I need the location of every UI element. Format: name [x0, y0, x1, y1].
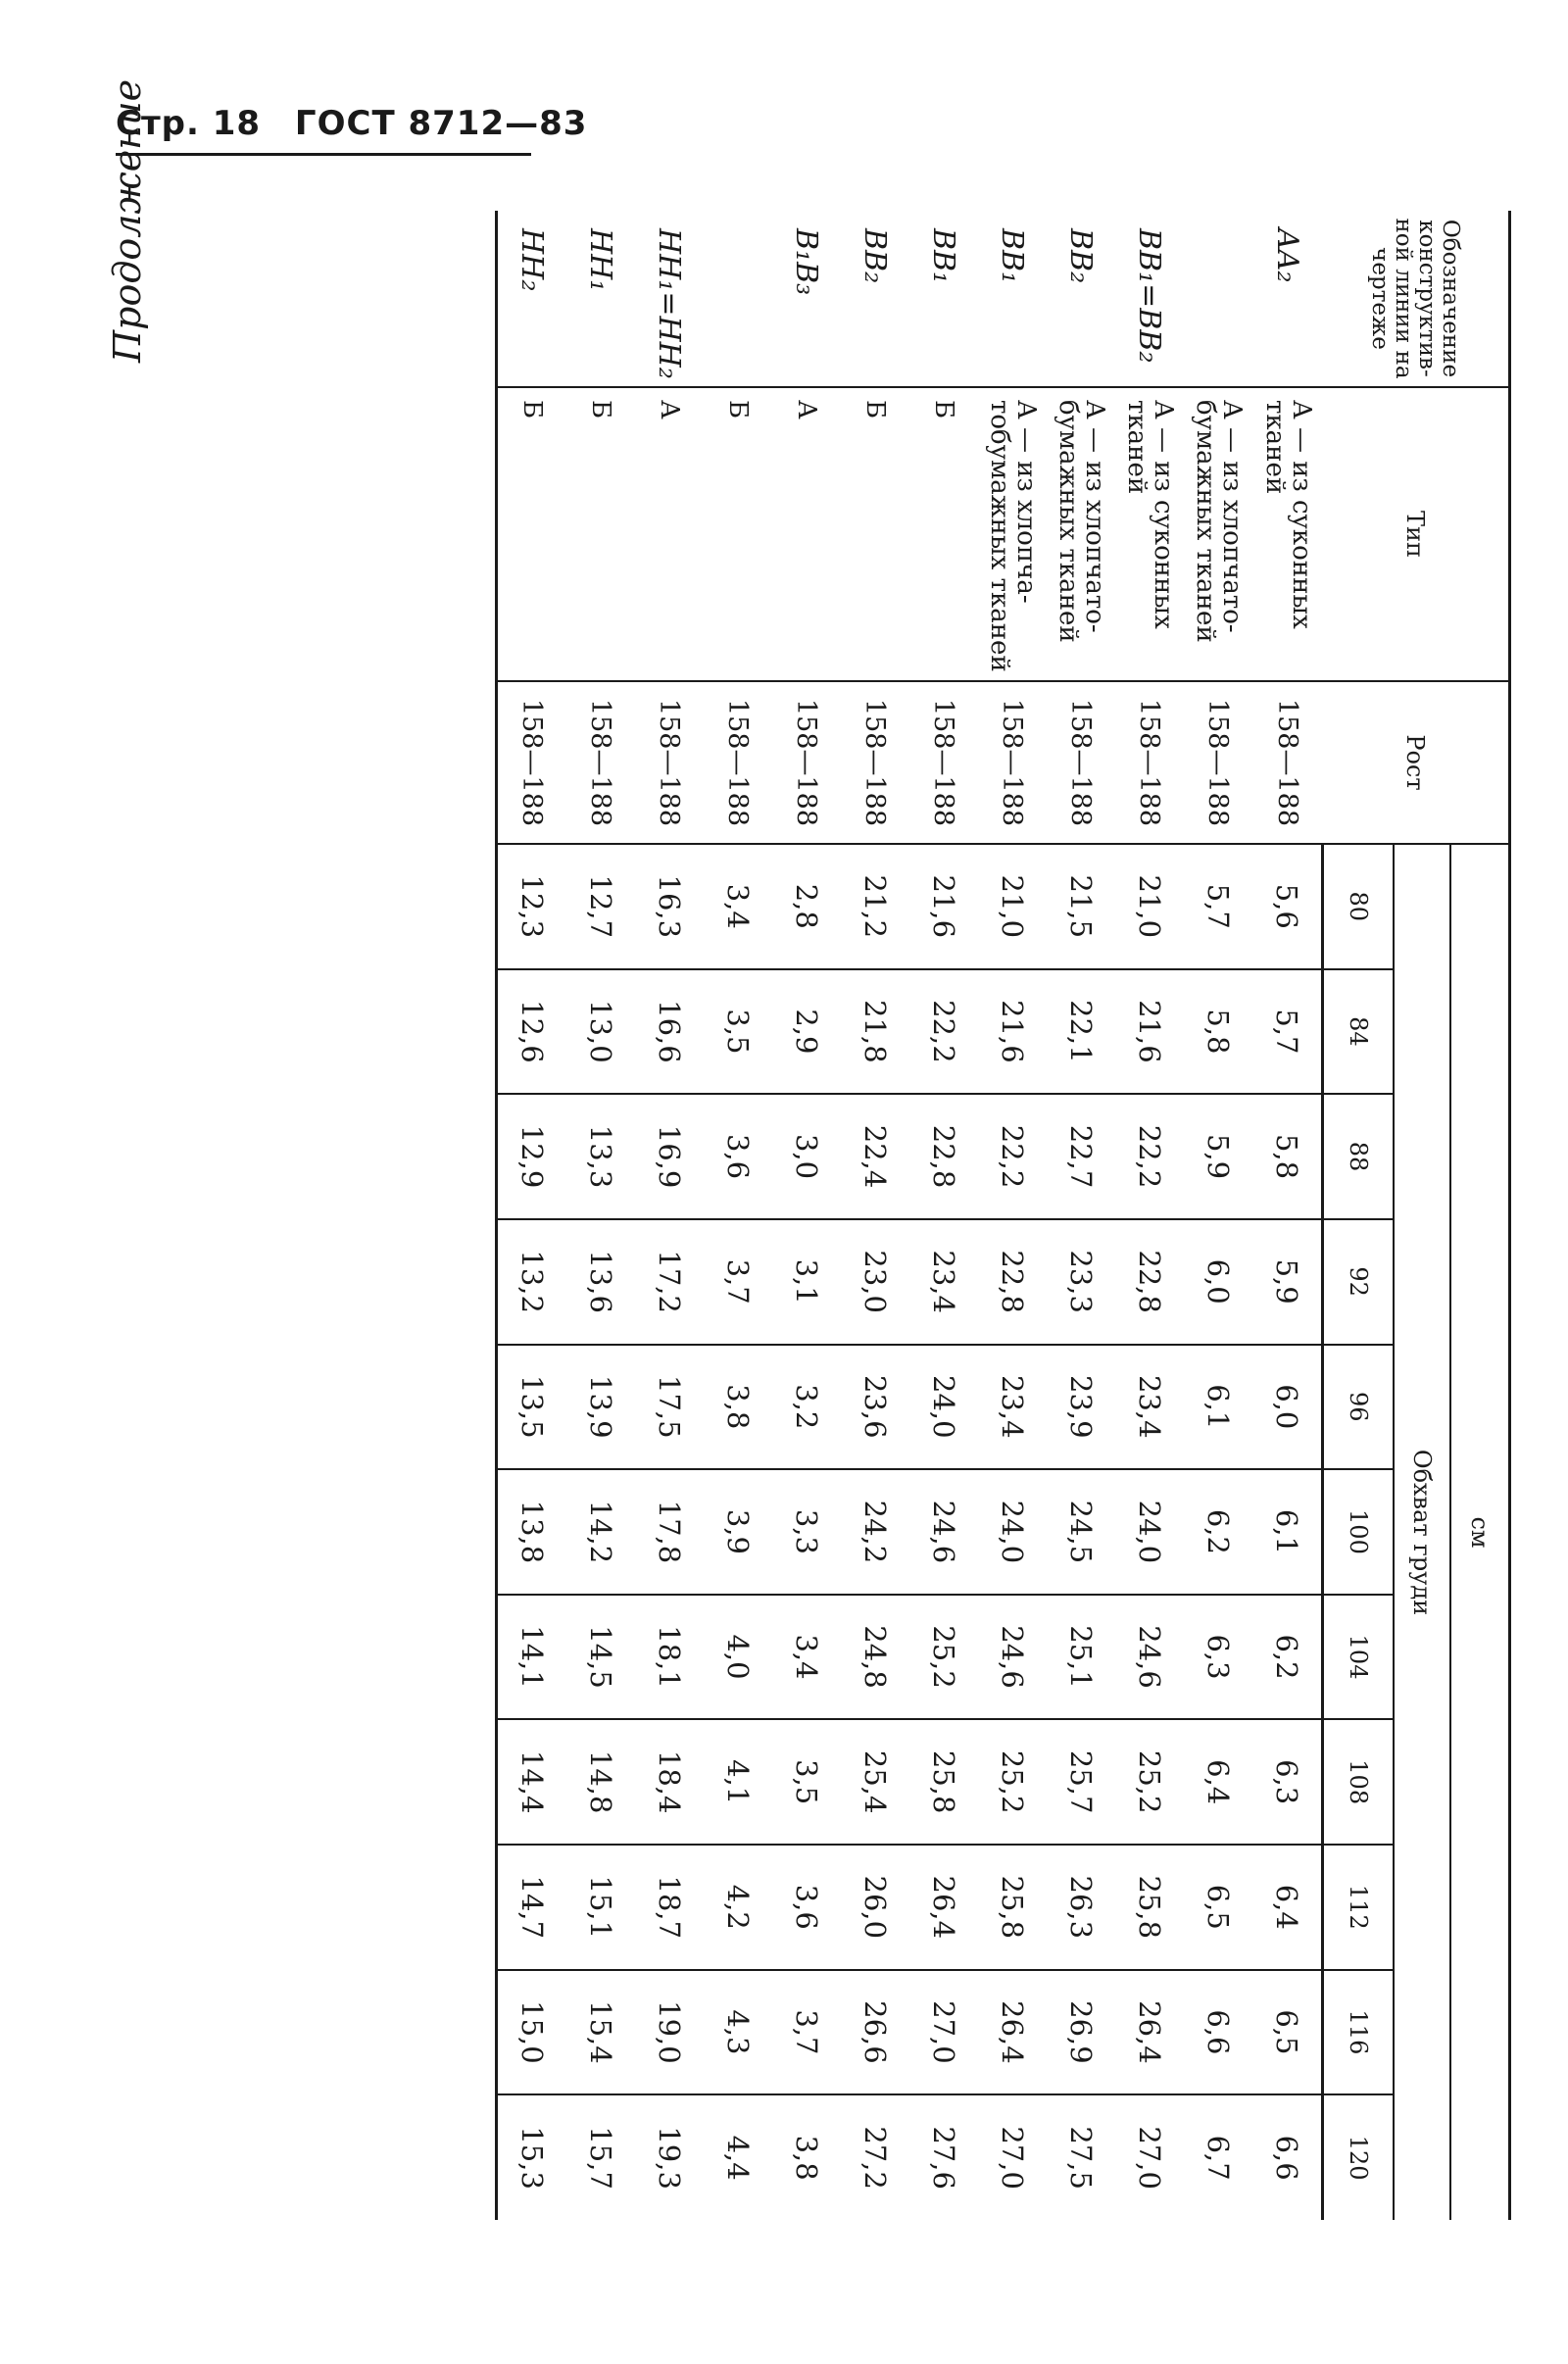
value-cell: 22,2: [1115, 1094, 1184, 1219]
value-cell: 24,6: [1115, 1595, 1184, 1720]
table-row: [909, 211, 978, 2220]
value-cell: 26,0: [841, 1845, 909, 1970]
value-cell: 3,7: [772, 1970, 841, 2095]
table-row: [978, 211, 1047, 2220]
value-cell: 16,9: [635, 1094, 704, 1219]
table-row: [1252, 211, 1323, 2220]
chest-size-header: 108: [1323, 1719, 1395, 1845]
value-cell: 6,2: [1252, 1595, 1323, 1720]
designation-cell: [1184, 211, 1252, 387]
value-cell: 21,2: [841, 844, 909, 969]
header-growth: Рост: [1323, 681, 1510, 844]
value-cell: 3,6: [704, 1094, 772, 1219]
value-cell: 15,7: [584, 2126, 617, 2190]
growth-cell: 158—188: [909, 681, 978, 844]
value-cell: 23,4: [978, 1345, 1047, 1470]
growth-cell: 158—188: [1184, 681, 1252, 844]
value-cell: 5,7: [1252, 969, 1323, 1095]
value-cell: 5,7: [1184, 844, 1252, 969]
growth-cell: 158—188: [1115, 681, 1184, 844]
value-cell: 5,8: [1252, 1094, 1323, 1219]
value-cell: 25,8: [1115, 1845, 1184, 1970]
value-cell: 21,5: [1047, 844, 1115, 969]
value-cell: 3,6: [772, 1845, 841, 1970]
value-cell: 25,8: [909, 1719, 978, 1845]
value-cell: 5,9: [1184, 1094, 1252, 1219]
value-cell: 3,8: [790, 2135, 823, 2181]
chest-size-header: 120: [1323, 2094, 1395, 2220]
value-cell: 24,0: [909, 1345, 978, 1470]
growth-cell: 158—188: [497, 681, 567, 844]
value-cell: 14,4: [497, 1719, 567, 1845]
value-cell: 26,6: [841, 1970, 909, 2095]
value-cell: 23,0: [841, 1219, 909, 1345]
table-row: [1047, 211, 1115, 2220]
value-cell: 2,8: [772, 844, 841, 969]
value-cell: 21,0: [1115, 844, 1184, 969]
designation-cell: HH₁=HH₂: [635, 211, 704, 387]
chest-size-header: 84: [1323, 969, 1395, 1095]
table-row: [566, 211, 635, 2220]
value-cell: 16,3: [635, 844, 704, 969]
designation-cell: BB₂: [841, 211, 909, 387]
rotated-table-container: [495, 211, 1511, 2220]
value-cell: 23,9: [1047, 1345, 1115, 1470]
growth-cell: 158—188: [1252, 681, 1323, 844]
value-cell: 22,7: [1047, 1094, 1115, 1219]
value-cell: 19,0: [635, 1970, 704, 2095]
chest-size-header: 96: [1323, 1345, 1395, 1470]
value-cell: 3,7: [704, 1219, 772, 1345]
type-cell: А — из хлопчато-бумажных тканей: [1047, 387, 1115, 681]
table-body: [497, 211, 1323, 2220]
value-cell: 6,0: [1184, 1219, 1252, 1345]
growth-cell: 158—188: [841, 681, 909, 844]
value-cell: 27,5: [1064, 2126, 1098, 2190]
value-cell: 4,3: [704, 1970, 772, 2095]
value-cell: 5,8: [1184, 969, 1252, 1095]
chest-size-header: 80: [1323, 844, 1395, 969]
value-cell: 25,2: [978, 1719, 1047, 1845]
value-cell: 3,3: [772, 1469, 841, 1595]
value-cell: 6,0: [1252, 1345, 1323, 1470]
value-cell: 3,8: [704, 1345, 772, 1470]
value-cell: 6,5: [1252, 1970, 1323, 2095]
page-header: [116, 104, 609, 143]
value-cell: 15,1: [566, 1845, 635, 1970]
value-cell: 6,2: [1184, 1469, 1252, 1595]
value-cell: 3,1: [772, 1219, 841, 1345]
value-cell: 14,8: [566, 1719, 635, 1845]
type-cell: Б: [497, 387, 567, 681]
value-cell: 22,2: [909, 969, 978, 1095]
designation-cell: BB₁: [909, 211, 978, 387]
value-cell: 22,8: [909, 1094, 978, 1219]
value-cell: 23,3: [1047, 1219, 1115, 1345]
header-chest-group: Обхват груди: [1394, 844, 1450, 2220]
value-cell: 26,4: [1115, 1970, 1184, 2095]
value-cell: 13,2: [497, 1219, 567, 1345]
type-cell: Б: [704, 387, 772, 681]
value-cell: 3,0: [772, 1094, 841, 1219]
value-cell: 6,5: [1184, 1845, 1252, 1970]
value-cell: 22,8: [978, 1219, 1047, 1345]
value-cell: 12,6: [497, 969, 567, 1095]
value-cell: 23,4: [909, 1219, 978, 1345]
value-cell: 24,8: [841, 1595, 909, 1720]
value-cell: 14,7: [497, 1845, 567, 1970]
value-cell: 26,4: [978, 1970, 1047, 2095]
table-row: [497, 211, 567, 2220]
type-cell: А — из суконных тканей: [1252, 387, 1323, 681]
growth-cell: 158—188: [566, 681, 635, 844]
value-cell: 25,2: [909, 1595, 978, 1720]
type-cell: Б: [841, 387, 909, 681]
value-cell: 6,7: [1201, 2135, 1235, 2181]
value-cell: 27,0: [996, 2126, 1029, 2190]
value-cell: 14,5: [566, 1595, 635, 1720]
value-cell: 25,8: [978, 1845, 1047, 1970]
growth-cell: 158—188: [704, 681, 772, 844]
value-cell: 3,5: [772, 1719, 841, 1845]
value-cell: 13,5: [497, 1345, 567, 1470]
value-cell: 3,9: [704, 1469, 772, 1595]
value-cell: 16,6: [635, 969, 704, 1095]
chest-size-header: 104: [1323, 1595, 1395, 1720]
designation-cell: BB₁: [978, 211, 1047, 387]
type-cell: А — из суконных тканей: [1115, 387, 1184, 681]
designation-cell: BB₁=BB₂: [1115, 211, 1184, 387]
growth-cell: 158—188: [1047, 681, 1115, 844]
value-cell: 25,1: [1047, 1595, 1115, 1720]
value-cell: 6,4: [1184, 1719, 1252, 1845]
value-cell: 23,4: [1115, 1345, 1184, 1470]
value-cell: 6,6: [1184, 1970, 1252, 2095]
value-cell: 6,6: [1270, 2135, 1303, 2181]
value-cell: 4,1: [704, 1719, 772, 1845]
value-cell: 14,1: [497, 1595, 567, 1720]
header-type: Тип: [1323, 387, 1510, 681]
designation-cell: HH₂: [497, 211, 567, 387]
type-cell: А — из хлопча-тобумажных тканей: [978, 387, 1047, 681]
type-cell: А — из хлопчато-бумажных тканей: [1184, 387, 1252, 681]
value-cell: 18,4: [635, 1719, 704, 1845]
value-cell: 26,3: [1047, 1845, 1115, 1970]
value-cell: 21,0: [978, 844, 1047, 969]
value-cell: 6,4: [1252, 1845, 1323, 1970]
value-cell: 24,0: [1115, 1469, 1184, 1595]
growth-cell: 158—188: [772, 681, 841, 844]
value-cell: 12,3: [497, 844, 567, 969]
chest-size-header: 112: [1323, 1845, 1395, 1970]
value-cell: 24,6: [978, 1595, 1047, 1720]
designation-cell: HH₁: [566, 211, 635, 387]
value-cell: 12,7: [566, 844, 635, 969]
chest-size-header: 100: [1323, 1469, 1395, 1595]
growth-cell: 158—188: [978, 681, 1047, 844]
value-cell: 12,9: [497, 1094, 567, 1219]
value-cell: 17,5: [635, 1345, 704, 1470]
table-row: [1115, 211, 1184, 2220]
value-cell: 27,0: [1133, 2126, 1166, 2190]
value-cell: 13,6: [566, 1219, 635, 1345]
value-cell: 6,1: [1252, 1469, 1323, 1595]
designation-cell: [704, 211, 772, 387]
value-cell: 25,4: [841, 1719, 909, 1845]
table-row: [704, 211, 772, 2220]
value-cell: 17,8: [635, 1469, 704, 1595]
value-cell: 18,7: [635, 1845, 704, 1970]
value-cell: 15,3: [515, 2126, 549, 2190]
standard-title: ГОСТ 8712—83: [294, 104, 588, 143]
value-cell: 19,3: [653, 2126, 686, 2190]
value-cell: 21,6: [978, 969, 1047, 1095]
value-cell: 24,0: [978, 1469, 1047, 1595]
value-cell: 22,1: [1047, 969, 1115, 1095]
value-cell: 5,6: [1252, 844, 1323, 969]
value-cell: 13,9: [566, 1345, 635, 1470]
table-row: [772, 211, 841, 2220]
page-number: Стр. 18: [116, 104, 262, 143]
value-cell: 26,9: [1047, 1970, 1115, 2095]
measurement-table: [495, 211, 1511, 2220]
value-cell: 13,3: [566, 1094, 635, 1219]
type-cell: Б: [909, 387, 978, 681]
value-cell: 3,5: [704, 969, 772, 1095]
value-cell: 22,2: [978, 1094, 1047, 1219]
chest-size-header: 116: [1323, 1970, 1395, 2095]
header-unit: см: [1450, 844, 1510, 2220]
value-cell: 21,6: [909, 844, 978, 969]
type-cell: Б: [566, 387, 635, 681]
value-cell: 21,6: [1115, 969, 1184, 1095]
value-cell: 27,6: [927, 2126, 960, 2190]
value-cell: 13,8: [497, 1469, 567, 1595]
chest-size-header: 88: [1323, 1094, 1395, 1219]
value-cell: 5,9: [1252, 1219, 1323, 1345]
designation-cell: AA₂: [1252, 211, 1323, 387]
value-cell: 21,8: [841, 969, 909, 1095]
header-rule: [116, 153, 531, 156]
value-cell: 6,3: [1184, 1595, 1252, 1720]
table-row: [635, 211, 704, 2220]
value-cell: 18,1: [635, 1595, 704, 1720]
value-cell: 24,5: [1047, 1469, 1115, 1595]
value-cell: 15,4: [566, 1970, 635, 2095]
value-cell: 3,2: [772, 1345, 841, 1470]
value-cell: 22,8: [1115, 1219, 1184, 1345]
value-cell: 25,7: [1047, 1719, 1115, 1845]
value-cell: 27,0: [909, 1970, 978, 2095]
value-cell: 4,2: [704, 1845, 772, 1970]
growth-cell: 158—188: [635, 681, 704, 844]
value-cell: 2,9: [772, 969, 841, 1095]
value-cell: 26,4: [909, 1845, 978, 1970]
continued-label: Продолжение: [106, 78, 149, 363]
value-cell: 6,1: [1184, 1345, 1252, 1470]
type-cell: А: [772, 387, 841, 681]
value-cell: 15,0: [497, 1970, 567, 2095]
value-cell: 25,2: [1115, 1719, 1184, 1845]
value-cell: 14,2: [566, 1469, 635, 1595]
table-row: [1184, 211, 1252, 2220]
header-designation: Обозначение конструктив-ной линии на чертеже: [1323, 211, 1510, 387]
designation-cell: BB₂: [1047, 211, 1115, 387]
value-cell: 3,4: [704, 844, 772, 969]
table-row: [841, 211, 909, 2220]
value-cell: 24,2: [841, 1469, 909, 1595]
value-cell: 3,4: [772, 1595, 841, 1720]
value-cell: 13,0: [566, 969, 635, 1095]
chest-size-header: 92: [1323, 1219, 1395, 1345]
designation-cell: B₁B₃: [772, 211, 841, 387]
value-cell: 24,6: [909, 1469, 978, 1595]
value-cell: 4,4: [721, 2135, 755, 2181]
value-cell: 6,3: [1252, 1719, 1323, 1845]
value-cell: 23,6: [841, 1345, 909, 1470]
value-cell: 17,2: [635, 1219, 704, 1345]
value-cell: 4,0: [704, 1595, 772, 1720]
type-cell: А: [635, 387, 704, 681]
value-cell: 22,4: [841, 1094, 909, 1219]
value-cell: 27,2: [858, 2126, 892, 2190]
